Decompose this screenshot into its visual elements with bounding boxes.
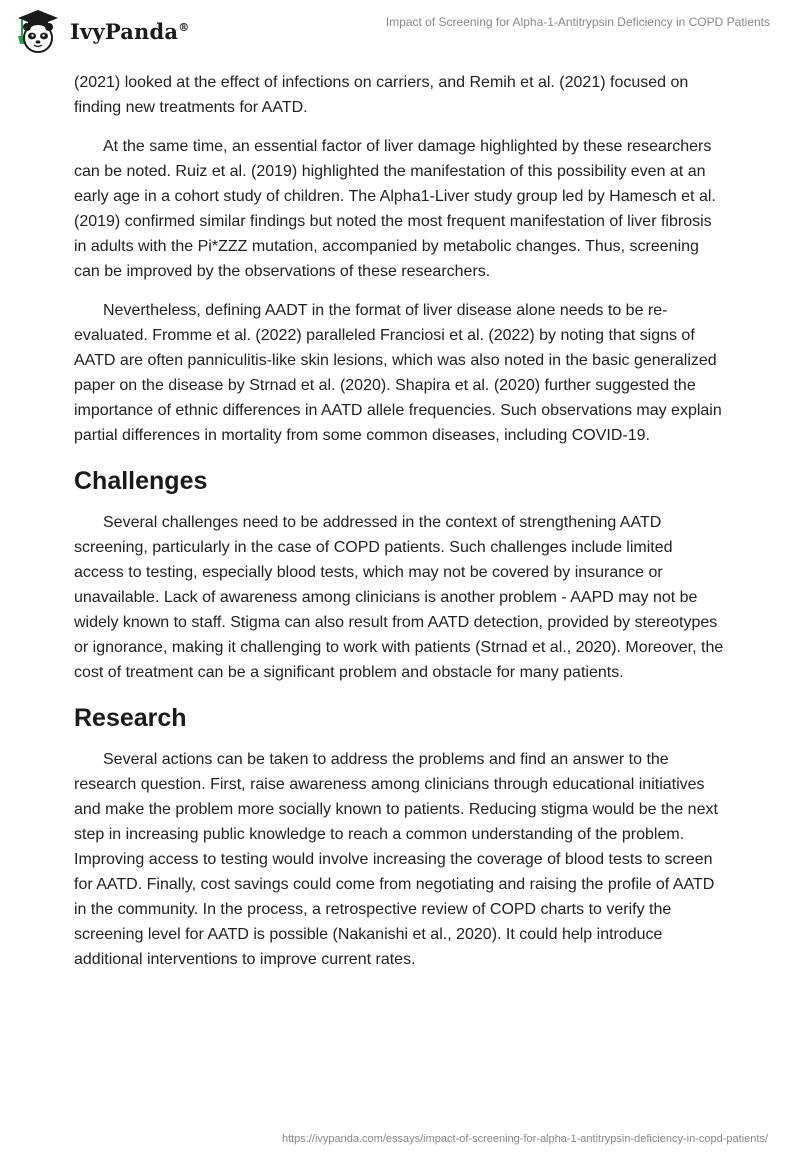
panda-logo-icon: [14, 8, 62, 54]
paragraph: Nevertheless, defining AADT in the format of liver disease alone needs to be re-evaluated. Fromme et al. (2022) paralleled Franciosi et al. (2022) by noting that signs of AATD are often panniculitis-like skin lesions, which was also noted in the basic generalized paper on the disease by Strnad et al. (2020). Shapira et al. (2020) further suggested the importance of ethnic differences in AATD allele frequencies. Such observations may explain partial differences in mortality from some common diseases, including COVID-19.: [74, 302, 722, 444]
document-title: Impact of Screening for Alpha-1-Antitrypsin Deficiency in COPD Patients: [385, 15, 770, 29]
section-heading-challenges: Challenges: [74, 467, 208, 495]
section-heading-research: Research: [74, 704, 187, 732]
footer-url[interactable]: https://ivypanda.com/essays/impact-of-screening-for-alpha-1-antitrypsin-deficiency-in-copd-patients/: [281, 1133, 768, 1145]
paragraph: Several actions can be taken to address the problems and find an answer to the research question. First, raise awareness among clinicians through educational initiatives and make the problem more socially known to patients. Reducing stigma would be the next step in increasing public knowledge to reach a common understanding of the problem. Improving access to testing would involve increasing the coverage of blood tests to screen for AATD. Finally, cost savings could come from negotiating and raising the profile of AATD in the community. In the process, a retrospective review of COPD charts to verify the screening level for AATD is possible (Nakanishi et al., 2020). It could help introduce additional interventions to improve current rates.: [74, 751, 718, 968]
paragraph: Several challenges need to be addressed in the context of strengthening AATD screening, particularly in the case of COPD patients. Such challenges include limited access to testing, especially blood tests, which may not be covered by insurance or unavailable. Lack of awareness among clinicians is another problem - AAPD may not be widely known to staff. Stigma can also result from AATD detection, provided by stereotypes or ignorance, making it challenging to work with patients (Strnad et al., 2020). Moreover, the cost of treatment can be a significant problem and obstacle for many patients.: [74, 514, 724, 681]
essay-body: [74, 70, 726, 986]
paragraph: At the same time, an essential factor of liver damage highlighted by these researchers can be noted. Ruiz et al. (2019) highlighted the manifestation of this possibility even at an early age in a cohort study of children. The Alpha1-Liver study group led by Hamesch et al. (2019) confirmed similar findings but noted the most frequent manifestation of liver fibrosis in adults with the Pi*ZZZ mutation, accompanied by metabolic changes. Thus, screening can be improved by the observations of these researchers.: [74, 138, 716, 280]
logo-text: IvyPanda®: [70, 18, 190, 44]
logo[interactable]: [14, 8, 189, 54]
paragraph: (2021) looked at the effect of infections on carriers, and Remih et al. (2021) focused on finding new treatments for AATD.: [74, 74, 689, 116]
page-header: [0, 0, 800, 60]
